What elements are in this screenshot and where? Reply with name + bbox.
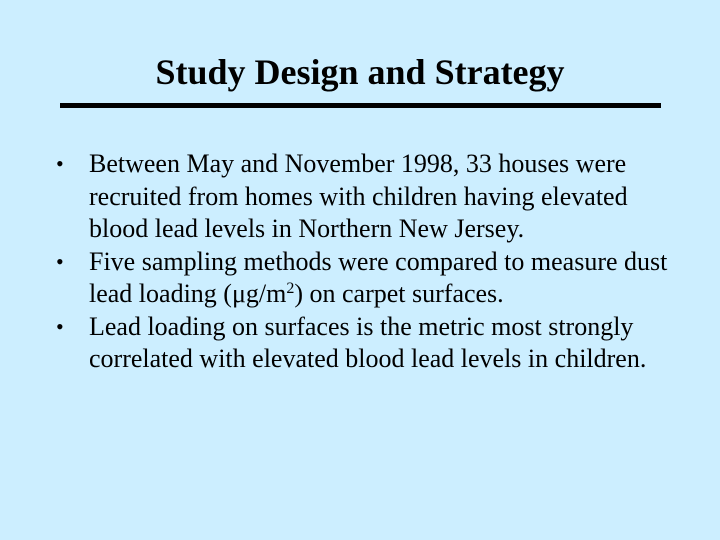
slide-title: Study Design and Strategy <box>155 52 565 92</box>
bullet-dot-icon: • <box>56 248 64 274</box>
bullet-item-3 <box>52 311 692 376</box>
unit-exponent: 2 <box>286 280 295 297</box>
bullet-list <box>52 148 692 376</box>
unit-label: μg/m <box>231 279 287 308</box>
title-underline <box>60 103 661 108</box>
bullet-text-1: Between May and November 1998, 33 houses were recruited from homes with children having elevated blood lead levels in Northern New Jersey. <box>89 149 628 243</box>
bullet-dot-icon: • <box>56 313 64 339</box>
bullet-dot-icon: • <box>56 151 64 176</box>
bullet-text-2 <box>89 247 667 309</box>
bullet-text-2-after: ) on carpet surfaces. <box>294 279 504 308</box>
bullet-text-3: Lead loading on surfaces is the metric most strongly correlated with elevated blood lead levels in children. <box>89 311 647 373</box>
bullet-text-2-before: Five sampling methods were compared to measure dust lead loading ( <box>89 246 668 308</box>
bullet-item-2 <box>52 246 692 311</box>
bullet-item-1 <box>52 148 692 246</box>
